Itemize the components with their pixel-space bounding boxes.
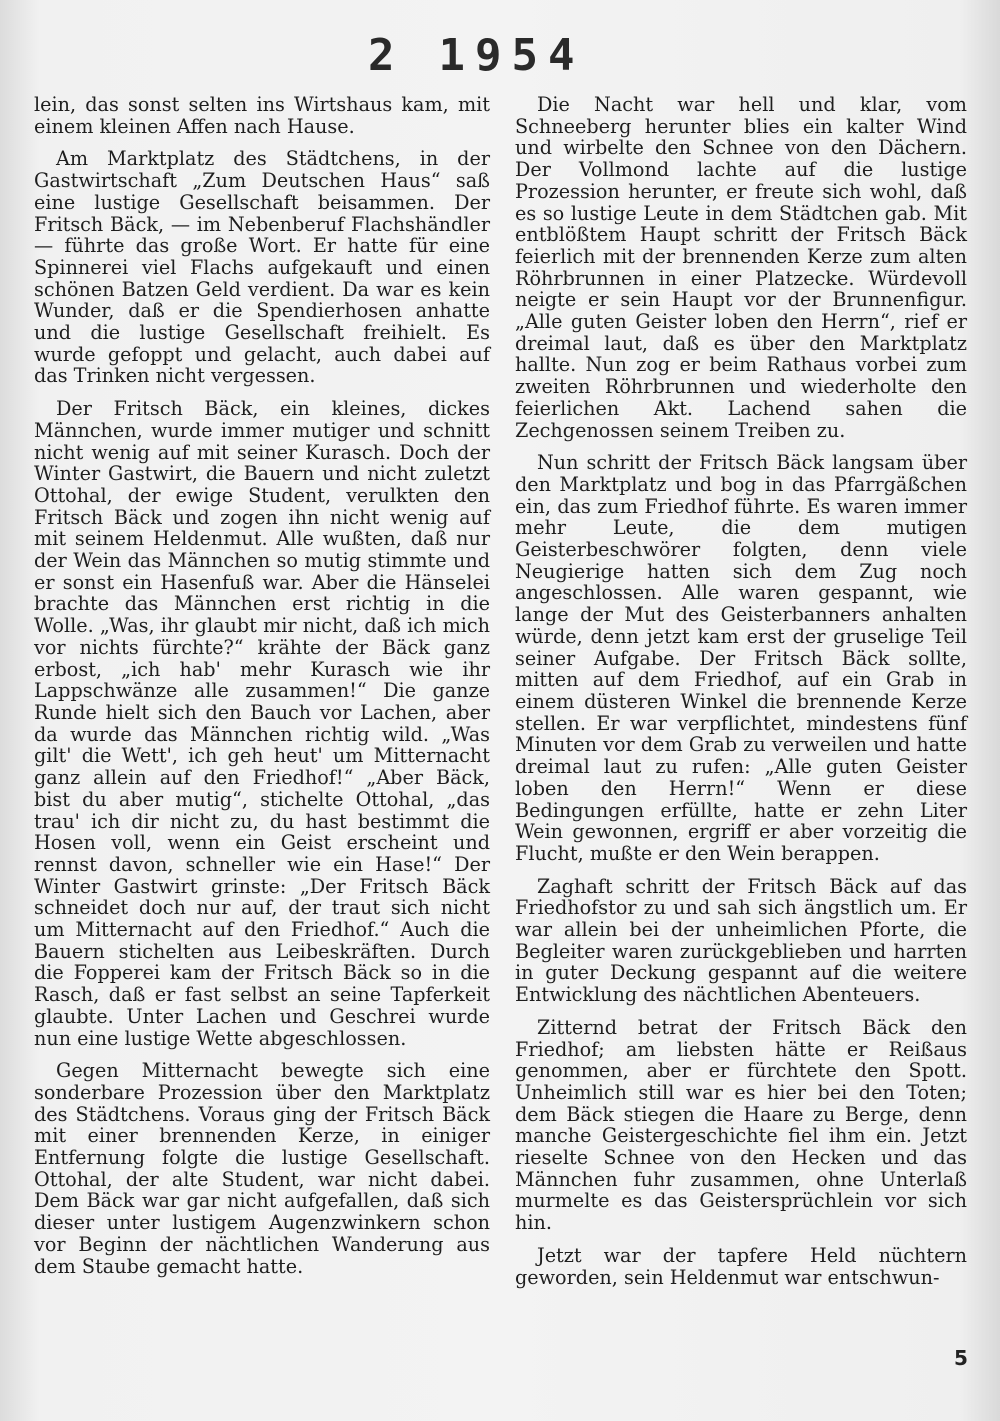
paragraph: Jetzt war der tapfere Held nüchtern geworden, sein Heldenmut war entschwun-: [515, 1243, 967, 1289]
paragraph: Nun schritt der Fritsch Bäck langsam über den Marktplatz und bog in das Pfarrgäßchen ein, das zum Friedhof führte. Es waren immer mehr Leute, die dem mutigen Geisterbeschwörer folgten, denn viele Neugierige hatten sich dem Zug noch angeschlossen. Alle waren gespannt, wie lange der Mut des Geisterbanners anhalten würde, denn jetzt kam erst der gruselige Teil seiner Aufgabe. Der Fritsch Bäck sollte, mitten auf dem Friedhof, auf ein Grab in einem düsteren Winkel die brennende Kerze stellen. Er war verpflichtet, mindestens fünf Minuten vor dem Grab zu verweilen und hatte dreimal laut zu rufen: „Alle guten Geister loben den Herrn!“ Wenn er diese Bedingungen erfüllte, hatte er zehn Liter Wein gewonnen, ergriff er aber vorzeitig die Flucht, mußte er den Wein berappen.: [515, 451, 967, 865]
paragraph: Die Nacht war hell und klar, vom Schneeberg herunter blies ein kalter Wind und wirbelte den Schnee von den Dächern. Der Vollmond lachte auf die lustige Prozession herunter, er freute sich wohl, daß es so lustige Leute in dem Städtchen gab. Mit entblößtem Haupt schritt der Fritsch Bäck feierlich mit der brennenden Kerze zum alten Röhrbrunnen in einer Platzecke. Würdevoll neigte er sein Haupt vor der Brunnenfigur. „Alle guten Geister loben den Herrn“, rief er dreimal laut, daß es über den Marktplatz hallte. Nun zog er beim Rathaus vorbei zum zweiten Röhrbrunnen und wiederholte den feierlichen Akt. Lachend sahen die Zechgenossen seinem Treiben zu.: [515, 93, 967, 442]
paragraph: lein, das sonst selten ins Wirtshaus kam, mit einem kleinen Affen nach Hause.: [34, 93, 490, 138]
paragraph: Am Marktplatz des Städtchens, in der Gastwirtschaft „Zum Deutschen Haus“ saß eine lustige Gesellschaft beisammen. Der Fritsch Bäck, — im Nebenberuf Flachshändler — führte das große Wort. Er hatte für eine Spinnerei viel Flachs aufgekauft und einen schönen Batzen Geld verdient. Da war es kein Wunder, daß er die Spendierhosen anhatte und die lustige Gesellschaft freihielt. Es wurde gefoppt und gelacht, auch dabei auf das Trinken nicht vergessen.: [34, 147, 490, 388]
paragraph: Zitternd betrat der Fritsch Bäck den Friedhof; am liebsten hätte er Reißaus genommen, aber er fürchtete den Spott. Unheimlich still war es hier bei den Toten; dem Bäck stiegen die Haare zu Berge, denn manche Geistergeschichte fiel ihm ein. Jetzt rieselte Schnee von den Hecken und das Männchen fuhr zusammen, ohne Unterlaß murmelte es das Geistersprüchlein vor sich hin.: [515, 1015, 967, 1235]
paragraph: Zaghaft schritt der Fritsch Bäck auf das Friedhofstor zu und sah sich ängstlich um. Er war allein bei der unheimlichen Pforte, die Begleiter waren zurückgeblieben und harrten in guter Deckung gespannt auf die weitere Entwicklung des nächtlichen Abenteuers.: [515, 874, 967, 1007]
right-column: [515, 94, 967, 1299]
left-column: [34, 94, 490, 1288]
paragraph: Der Fritsch Bäck, ein kleines, dickes Männchen, wurde immer mutiger und schnitt nicht wenig auf mit seiner Kurasch. Doch der Winter Gastwirt, die Bauern und nicht zuletzt Ottohal, der ewige Student, verulkten den Fritsch Bäck und zogen ihn nicht wenig auf mit seinem Heldenmut. Alle wußten, daß nur der Wein das Männchen so mutig stimmte und er sonst ein Hasenfuß war. Aber die Hänselei brachte das Männchen erst richtig in die Wolle. „Was, ihr glaubt mir nicht, daß ich mich vor nichts fürchte?“ krähte der Bäck ganz erbost, „ich hab' mehr Kurasch wie ihr Lappschwänze alle zusammen!“ Die ganze Runde hielt sich den Bauch vor Lachen, aber da wurde das Männchen richtig wild. „Was gilt' die Wett', ich geh heut' um Mitternacht ganz allein auf den Friedhof!“ „Aber Bäck, bist du aber mutig“, stichelte Ottohal, „das trau' ich dir nicht zu, du hast bestimmt die Hosen voll, wenn ein Geist erscheint und rennst davon, schneller wie ein Hase!“ Der Winter Gastwirt grinste: „Der Fritsch Bäck schneidet doch nur auf, der traut sich nicht um Mitternacht auf den Friedhof.“ Auch die Bauern stichelten aus Leibeskräften. Durch die Fopperei kam der Fritsch Bäck so in die Rasch, daß er fast selbst an seine Tapferkeit glaubte. Unter Lachen und Geschrei wurde nun eine lustige Wette abgeschlossen.: [34, 397, 490, 1050]
issue-number: 2: [368, 30, 405, 81]
page-header: [368, 30, 584, 81]
page-number: 5: [954, 1346, 968, 1370]
year: 1954: [438, 30, 585, 81]
paragraph: Gegen Mitternacht bewegte sich eine sonderbare Prozession über den Marktplatz des Städtchens. Voraus ging der Fritsch Bäck mit einer brennenden Kerze, in einiger Entfernung folgte die lustige Gesellschaft. Ottohal, der alte Student, war nicht dabei. Dem Bäck war gar nicht aufgefallen, daß sich dieser unter lustigem Augenzwinkern schon vor Beginn der nächtlichen Wanderung aus dem Staube gemacht hatte.: [34, 1059, 490, 1278]
